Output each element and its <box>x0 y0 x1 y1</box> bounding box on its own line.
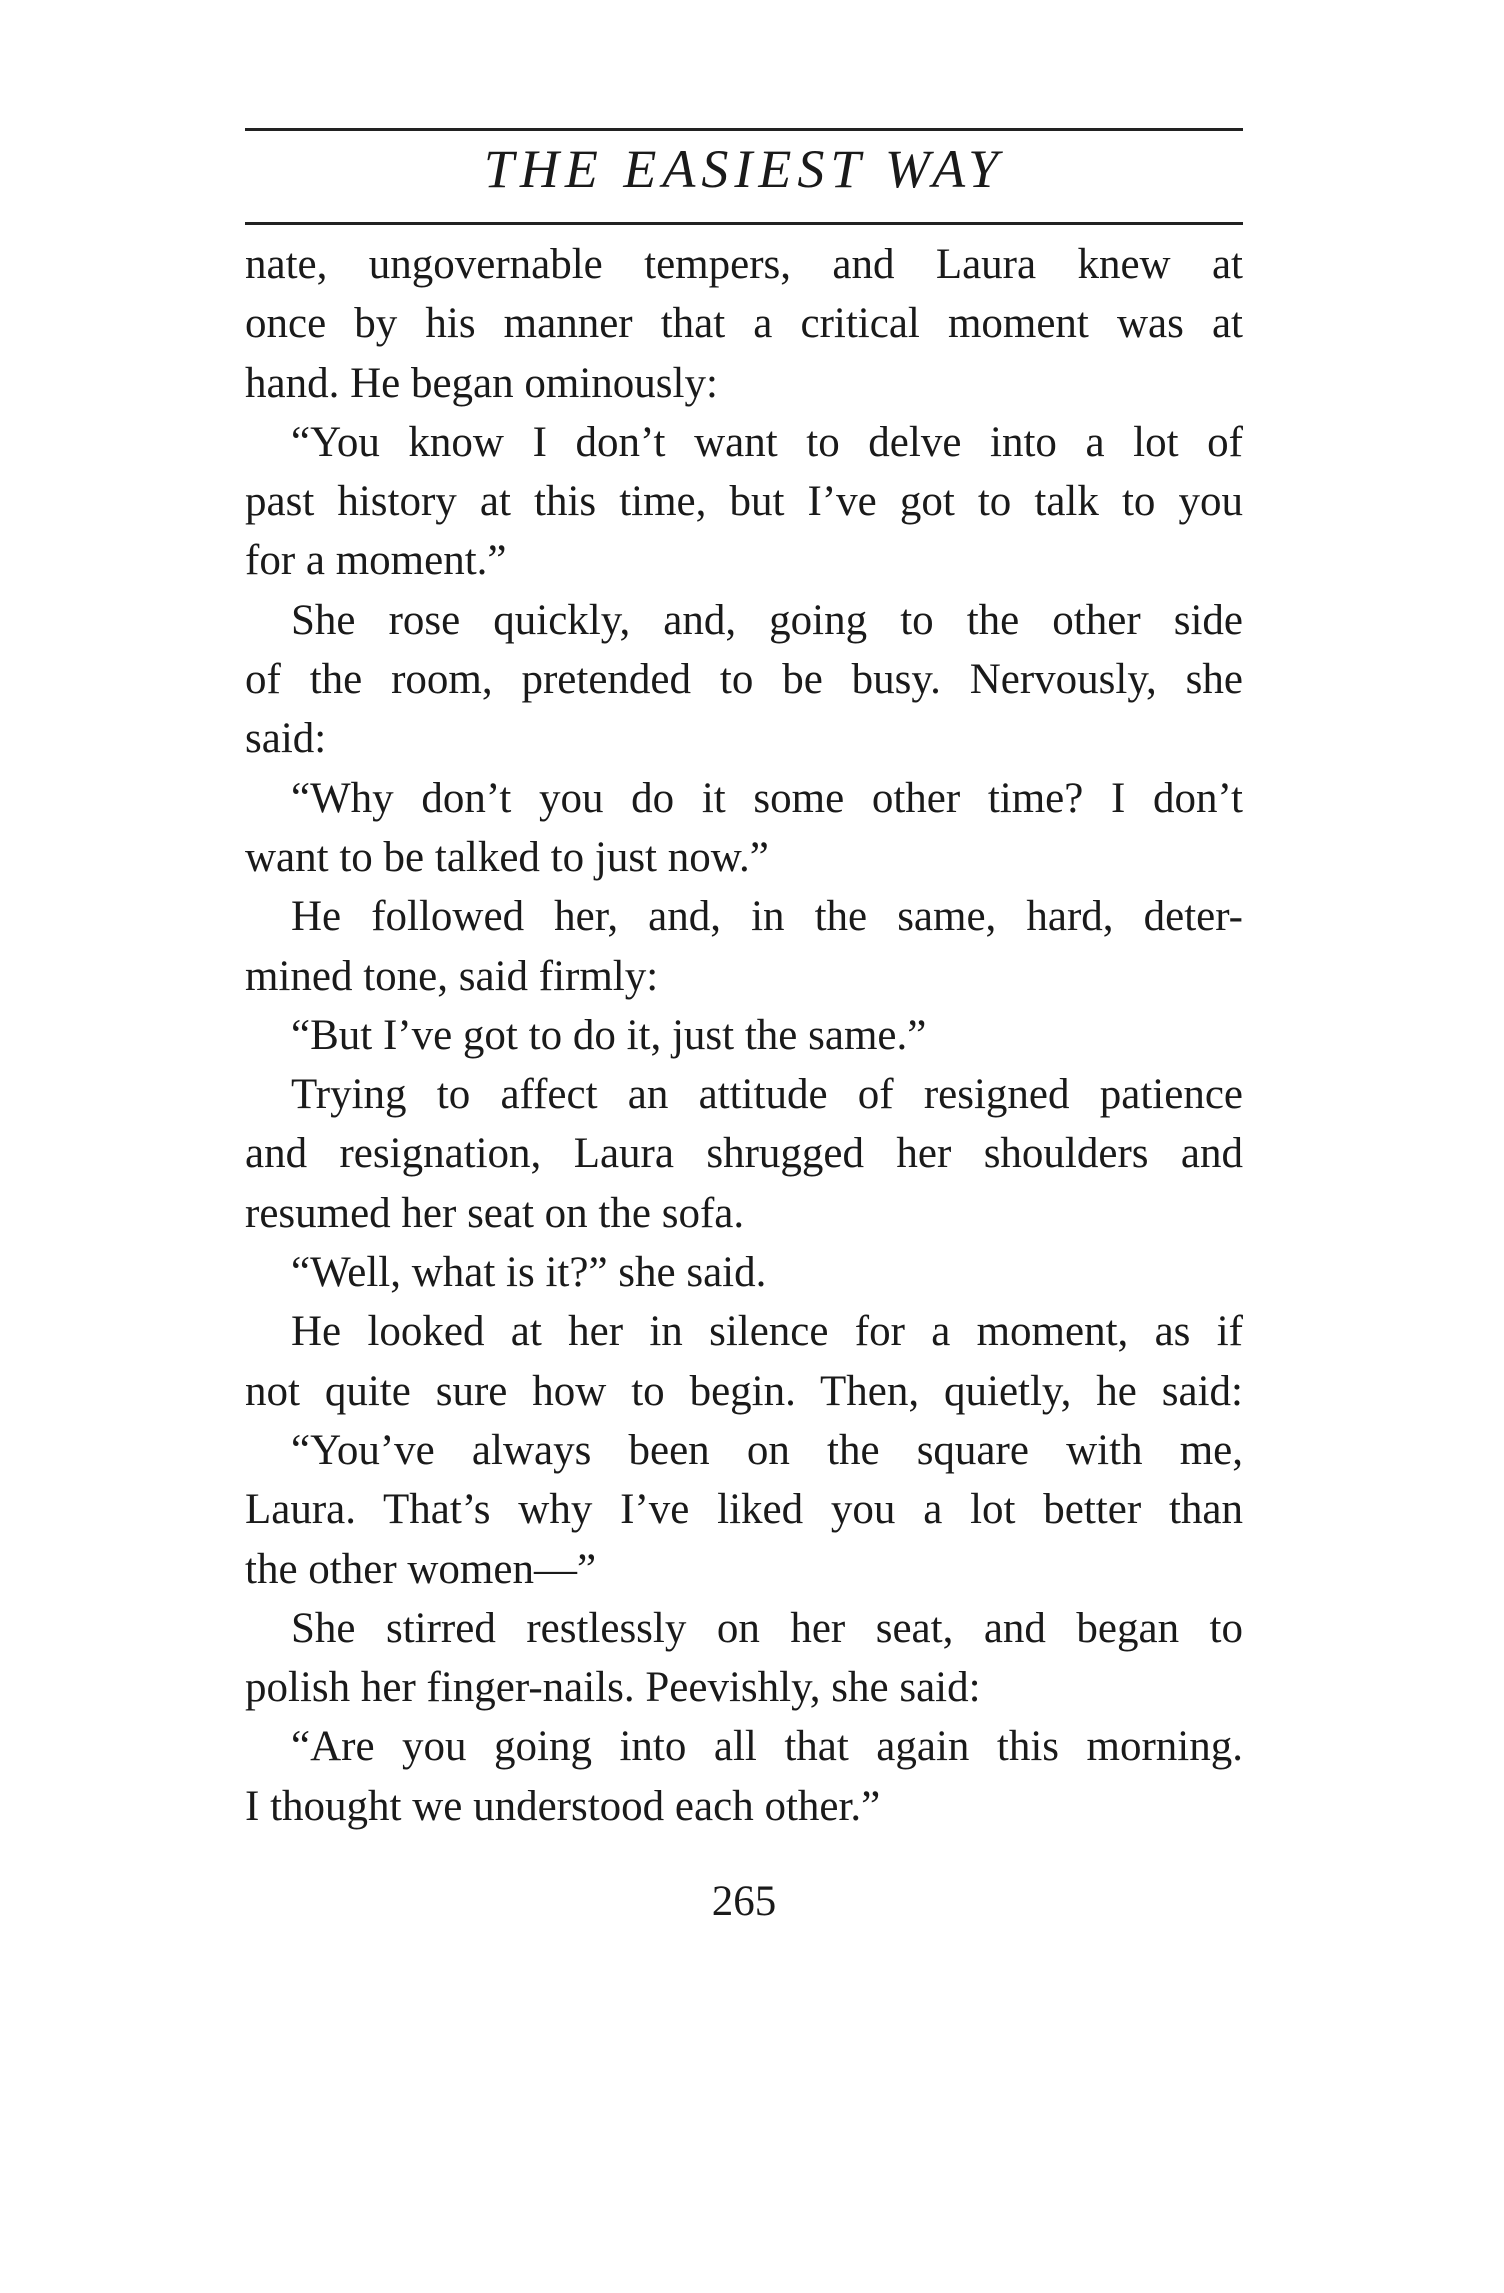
text-line: Trying to affect an attitude of resigned patience <box>291 1071 1243 1119</box>
text-line: mined tone, said firmly: <box>245 952 659 1000</box>
header-rule-top <box>245 128 1243 131</box>
text-line: “Why don’t you do it some other time? I don’t <box>291 774 1243 822</box>
text-line: once by his manner that a critical moment was at <box>245 300 1243 348</box>
text-line: He looked at her in silence for a moment, as if <box>291 1308 1243 1356</box>
text-line: want to be talked to just now.” <box>245 833 769 881</box>
text-line: past history at this time, but I’ve got to talk to you <box>245 478 1243 526</box>
text-line: polish her finger-nails. Peevishly, she said: <box>245 1664 981 1712</box>
text-line: said: <box>245 715 327 763</box>
header-rule-bottom <box>245 222 1243 225</box>
page-number: 265 <box>711 1878 777 1925</box>
text-line: “Well, what is it?” she said. <box>291 1249 767 1297</box>
text-line: and resignation, Laura shrugged her shoulders and <box>245 1130 1243 1178</box>
text-line: not quite sure how to begin. Then, quietly, he said: <box>245 1367 1243 1415</box>
running-head: THE EASIEST WAY <box>483 139 1005 199</box>
text-line: He followed her, and, in the same, hard, deter- <box>291 893 1243 941</box>
text-line: for a moment.” <box>245 537 507 585</box>
text-line: Laura. That’s why I’ve liked you a lot better than <box>245 1486 1243 1534</box>
text-line: “You know I don’t want to delve into a lot of <box>291 418 1243 466</box>
text-line: I thought we understood each other.” <box>245 1782 881 1830</box>
body-text <box>245 235 1243 1836</box>
text-line: She rose quickly, and, going to the other side <box>291 596 1243 644</box>
text-line: of the room, pretended to be busy. Nervously, she <box>245 656 1243 704</box>
text-line: She stirred restlessly on her seat, and began to <box>291 1604 1243 1652</box>
text-line: “But I’ve got to do it, just the same.” <box>291 1011 927 1059</box>
text-line: nate, ungovernable tempers, and Laura knew at <box>245 241 1243 288</box>
text-line: “You’ve always been on the square with me, <box>291 1426 1243 1474</box>
text-line: the other women—” <box>245 1545 597 1593</box>
text-line: “Are you going into all that again this morning. <box>291 1723 1243 1771</box>
text-line: resumed her seat on the sofa. <box>245 1189 745 1237</box>
text-line: hand. He began ominously: <box>245 359 718 407</box>
